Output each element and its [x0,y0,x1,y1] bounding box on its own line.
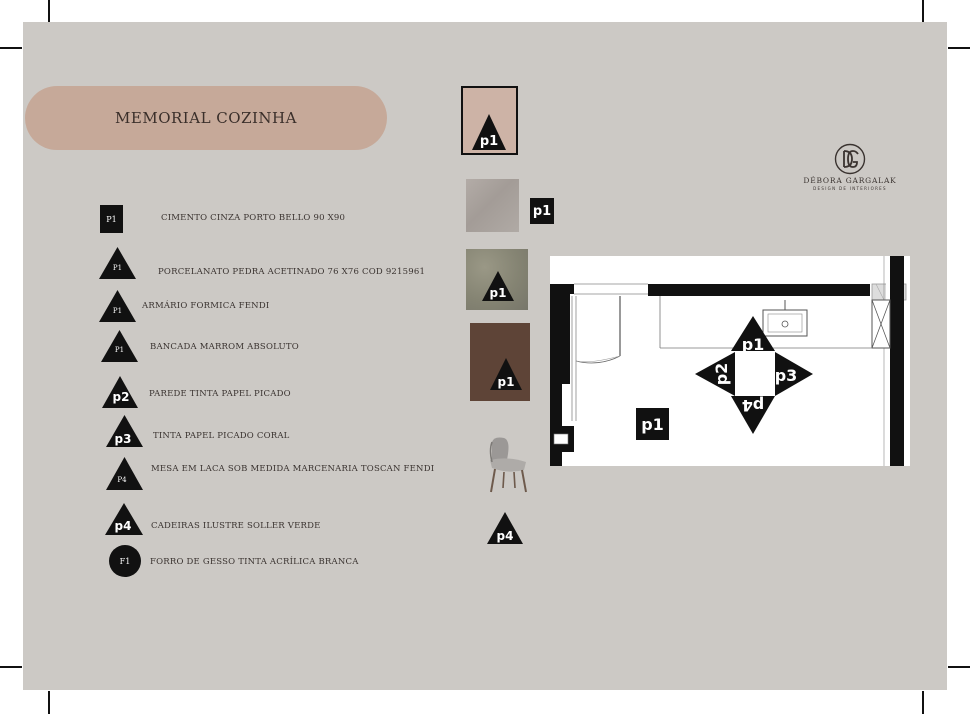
wall-tag-east: p3 [774,366,798,385]
legend-marker-triangle [99,290,136,322]
swatch-marker-triangle [482,271,514,301]
crop-mark [948,47,970,49]
legend-marker-label: p2 [112,390,130,404]
legend-marker-triangle [106,457,143,490]
legend-marker-label: P1 [112,264,123,272]
crop-mark [48,691,50,714]
legend-marker-label: p4 [114,519,132,533]
legend-marker-square [100,205,123,233]
swatch-marker-label: p1 [497,375,515,389]
legend-marker-triangle [99,247,136,279]
legend-marker-triangle [105,503,143,535]
legend-marker-label: P1 [114,346,125,354]
legend-marker-label: P1 [106,214,117,224]
swatch-cement-tile [466,179,519,232]
swatch-blush-paint [461,86,518,155]
floor-plan-drawing [550,256,910,466]
legend-marker-triangle [101,330,138,362]
swatch-marker-triangle [472,114,506,150]
wall-tag-north: p1 [741,335,765,354]
brand-logo [800,143,900,191]
legend-item-text: CADEIRAS ILUSTRE SOLLER VERDE [151,521,321,531]
swatch-marker-label: p1 [479,134,499,149]
legend-item-text: MESA EM LACA SOB MEDIDA MARCENARIA TOSCAN FENDI [151,464,435,474]
crop-mark [922,691,924,714]
chair-marker-label: p4 [496,529,514,543]
chair-image [484,436,532,496]
legend-item-text: CIMENTO CINZA PORTO BELLO 90 X90 [161,213,346,223]
legend-item-text: PORCELANATO PEDRA ACETINADO 76 X76 COD 9215961 [158,267,426,277]
swatch-tag [530,198,554,224]
legend-marker-label: F1 [119,557,131,566]
brand-name: DÉBORA GARGALAK [803,176,897,185]
legend-item-text: TINTA PAPEL PICADO CORAL [153,431,290,441]
swatch-marker-label: p1 [489,286,507,300]
legend-marker-label: P4 [117,476,127,484]
crop-mark [948,666,970,668]
title-pill [25,86,387,150]
swatch-tag-label: p1 [532,203,552,219]
monogram-icon [834,143,866,175]
crop-mark [922,0,924,22]
legend-marker-label: P1 [112,307,123,315]
crop-mark [0,666,22,668]
swatch-brown-granite [470,323,530,401]
legend-marker-triangle [106,415,143,447]
legend-item-text: BANCADA MARROM ABSOLUTO [150,342,299,352]
legend-item-text: PAREDE TINTA PAPEL PICADO [149,389,291,399]
legend-marker-circle [108,544,142,578]
kitchen-floor-plan [550,256,910,466]
legend-marker-label: p3 [114,432,132,446]
wall-tag-west: p2 [712,362,731,386]
legend-marker-triangle [102,376,138,408]
legend-item-text: ARMÁRIO FORMICA FENDI [142,301,270,311]
swatch-stone-porcelain [466,249,528,310]
page-title: MEMORIAL COZINHA [115,109,297,127]
brand-subtitle: DESIGN DE INTERIORES [813,186,887,191]
floor-tag [636,408,669,440]
chair-marker-triangle [487,512,523,544]
crop-mark [48,0,50,22]
swatch-marker-triangle [490,358,522,390]
legend-item-text: FORRO DE GESSO TINTA ACRÍLICA BRANCA [150,557,359,567]
crop-mark [0,47,22,49]
floor-tag-label: p1 [641,414,664,434]
wall-tag-south: p4 [741,396,765,415]
